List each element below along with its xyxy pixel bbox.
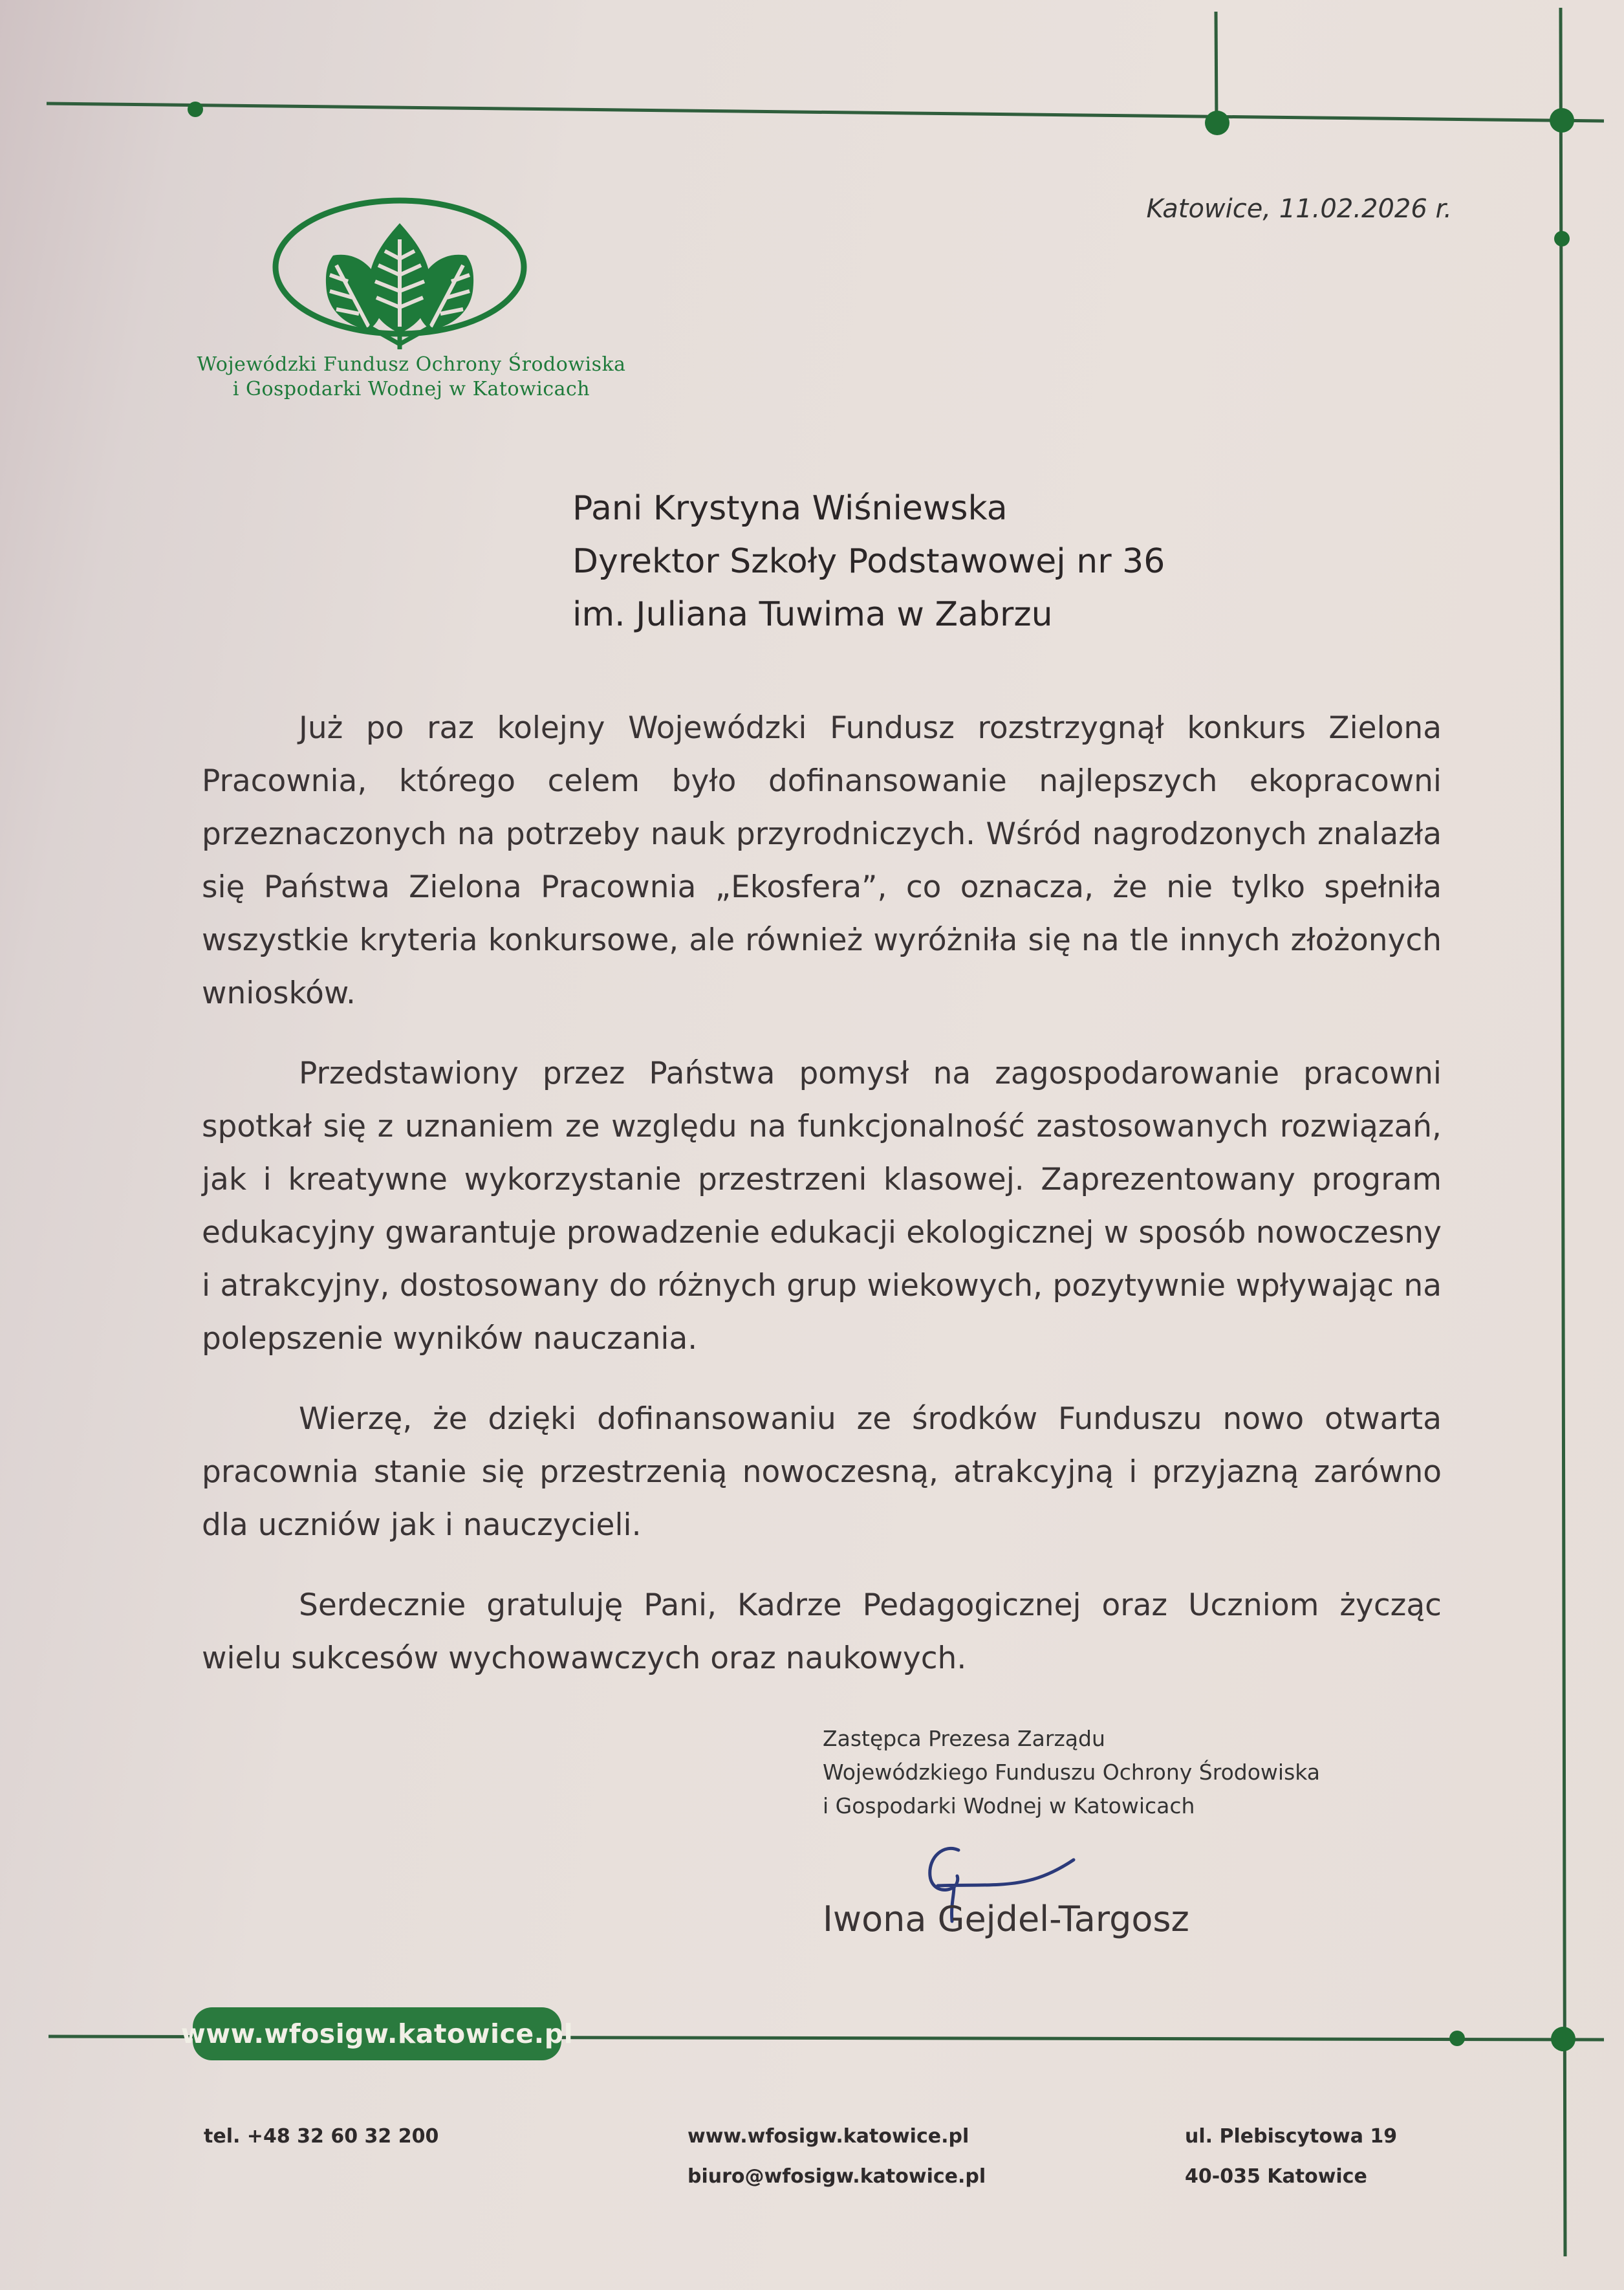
top-frame-line (47, 104, 1604, 121)
website-link-pill[interactable]: www.wfosigw.katowice.pl (193, 2007, 561, 2060)
letter-date: Katowice, 11.02.2026 r. (1146, 194, 1452, 224)
phone-number: tel. +48 32 60 32 200 (204, 2125, 439, 2148)
frame-dot-icon (188, 102, 203, 117)
addressee-name: Pani Krystyna Wiśniewska (572, 489, 1008, 528)
frame-dot-icon (1205, 111, 1229, 135)
logo-text-line-2: i Gospodarki Wodnej w Katowicach (232, 378, 590, 400)
footer-contact-phone (204, 2117, 438, 2157)
frame-dot-icon (1554, 231, 1570, 246)
right-frame-line (1561, 8, 1565, 2256)
addressee-block (572, 482, 1165, 641)
email-link[interactable]: biuro@wfosigw.katowice.pl (687, 2165, 986, 2188)
frame-dot-icon (1449, 2031, 1465, 2046)
signatory-org-line-1: Wojewódzkiego Funduszu Ochrony Środowiska (823, 1760, 1321, 1785)
frame-dot-icon (1550, 108, 1574, 133)
logo-organization-name (191, 353, 631, 402)
footer-address (1185, 2117, 1397, 2197)
street-address: ul. Plebiscytowa 19 (1185, 2125, 1398, 2148)
city-postal-code: 40-035 Katowice (1185, 2165, 1367, 2188)
body-paragraph: Wierzę, że dzięki dofinansowaniu ze środków Funduszu nowo otwarta pracownia stanie się przestrzenią nowoczesną, atrakcyjną i przyjazną zarówno dla uczniów jak i nauczycieli. (202, 1401, 1442, 1543)
signer-name: Iwona Gejdel-Targosz (823, 1899, 1189, 1939)
frame-dot-icon (1551, 2027, 1575, 2051)
addressee-title: Dyrektor Szkoły Podstawowej nr 36 (572, 542, 1165, 581)
top-vertical-line (1216, 12, 1217, 123)
letter-body (202, 702, 1442, 1685)
footer-contact-web (687, 2117, 986, 2197)
body-paragraph: Przedstawiony przez Państwa pomysł na zagospodarowanie pracowni spotkał się z uznaniem ze względu na funkcjonalność zastosowanych rozwiązań, jak i kreatywne wykorzystanie przestrzeni klasowej. Zaprezentowany program edukacyjny gwarantuje prowadzenie edukacji ekologicznej w sposób nowoczesny i atrakcyjny, dostosowany do różnych grup wiekowych, pozytywnie wpływając na polepszenie wyników nauczania. (202, 1056, 1442, 1357)
addressee-school: im. Juliana Tuwima w Zabrzu (572, 595, 1053, 634)
signatory-title: Zastępca Prezesa Zarządu (823, 1726, 1105, 1751)
body-paragraph: Serdecznie gratuluję Pani, Kadrze Pedagogicznej oraz Uczniom życząc wielu sukcesów wychowawczych oraz naukowych. (202, 1587, 1442, 1676)
signatory-position (823, 1722, 1320, 1823)
logo-text-line-1: Wojewódzki Fundusz Ochrony Środowiska (197, 353, 626, 376)
signatory-org-line-2: i Gospodarki Wodnej w Katowicach (823, 1793, 1195, 1818)
website-link[interactable]: www.wfosigw.katowice.pl (687, 2125, 969, 2148)
body-paragraph: Już po raz kolejny Wojewódzki Fundusz rozstrzygnął konkurs Zielona Pracownia, którego celem było dofinansowanie najlepszych ekopracowni przeznaczonych na potrzeby nauk przyrodniczych. Wśród nagrodzonych znalazła się Państwa Zielona Pracownia „Ekosfera”, co oznacza, że nie tylko spełniła wszystkie kryteria konkursowe, ale również wyróżniła się na tle innych złożonych wniosków. (202, 710, 1442, 1011)
